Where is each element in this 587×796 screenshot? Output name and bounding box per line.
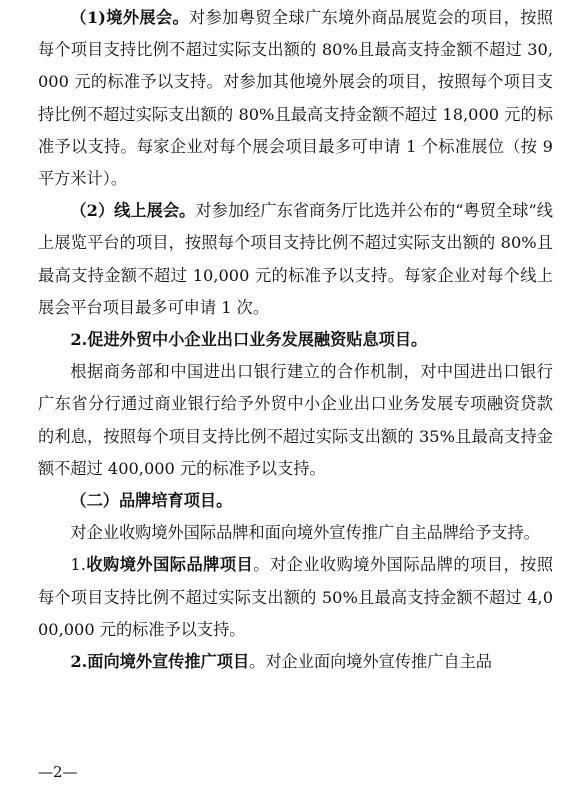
page-number: —2—	[38, 763, 78, 781]
paragraph-overseas-exhibition	[38, 2, 553, 195]
paragraph-online-exhibition	[38, 195, 553, 324]
paragraph-brand-promotion	[38, 646, 553, 678]
body-online-exhibition: 对参加经广东省商务厅比选并公布的“粤贸全球”线上展览平台的项目，按照每个项目支持比例不超过实际支出额的 80%且最高支持金额不超过 10,000 元的标准予以支持。每家企业对每个线上展会平台项目最多可申请 1 次。	[38, 201, 553, 317]
paragraph-brand-intro: 对企业收购境外国际品牌和面向境外宣传推广自主品牌给予支持。	[70, 523, 540, 543]
heading-overseas-exhibition: （1)境外展会。	[70, 8, 190, 27]
heading-brand-acquisition: 收购境外国际品牌项目	[85, 555, 254, 575]
body-overseas-exhibition: 对参加粤贸全球广东境外商品展览会的项目，按照每个项目支持比例不超过实际支出额的 80%且最高支持金额不超过 30,000 元的标准予以支持。对参加其他境外展会的项目，按照每个项目支持比例不超过实际支出额的 80%且最高支持金额不超过 18,000 元的标准予以支持。每家企业对每个展会项目最多可申请 1 个标准展位（按 9 平方米计）。	[38, 8, 553, 189]
heading-brand-cultivation: （二）品牌培育项目。	[70, 491, 233, 511]
paragraph-financing-subsidy: 根据商务部和中国进出口银行建立的合作机制，对中国进出口银行广东省分行通过商业银行给予外贸中小企业出口业务发展专项融资贷款的利息，按照每个项目支持比例不超过实际支出额的 35%且最高支持金额不超过 400,000 元的标准予以支持。	[38, 362, 553, 478]
heading-financing-subsidy: 2.促进外贸中小企业出口业务发展融资贴息项目。	[70, 330, 428, 350]
heading-online-exhibition: （2）线上展会。	[70, 201, 196, 221]
paragraph-brand-acquisition	[38, 549, 553, 646]
number-brand-acquisition: 1.	[70, 555, 86, 575]
document-page	[38, 2, 553, 678]
body-brand-promotion: 。对企业面向境外宣传推广自主品	[249, 652, 492, 672]
body-brand-acquisition: 。对企业收购境外国际品牌的项目，按照每个项目支持比例不超过实际支出额的 50%且最高支持金额不超过 4,000,000 元的标准予以支持。	[38, 555, 554, 639]
heading-brand-promotion: 2.面向境外宣传推广项目	[70, 652, 250, 672]
